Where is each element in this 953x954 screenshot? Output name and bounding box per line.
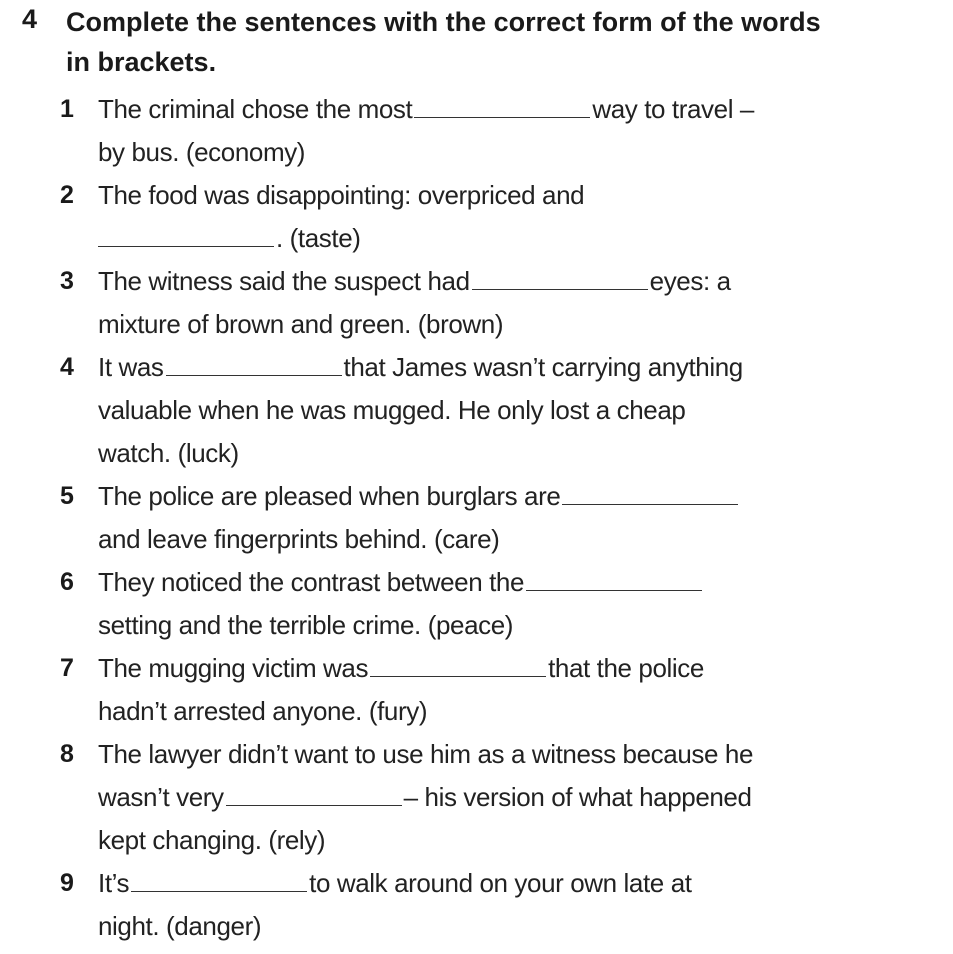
sentence-text: – his version of what happened	[403, 782, 752, 812]
item-number: 3	[60, 267, 74, 295]
sentence-text: and leave fingerprints behind. (care)	[98, 524, 500, 554]
item-number: 5	[60, 482, 74, 510]
sentence-text: that the police	[548, 653, 704, 683]
sentence-text: wasn’t very	[98, 782, 224, 812]
answer-blank[interactable]	[131, 869, 307, 892]
item-sentence	[98, 346, 898, 475]
sentence-text: setting and the terrible crime. (peace)	[98, 610, 514, 640]
sentence-text: hadn’t arrested anyone. (fury)	[98, 696, 428, 726]
answer-blank[interactable]	[526, 568, 702, 591]
sentence-text: valuable when he was mugged. He only lost a cheap	[98, 395, 686, 425]
sentence-text: way to travel –	[592, 94, 754, 124]
answer-blank[interactable]	[226, 783, 402, 806]
item-number: 2	[60, 181, 74, 209]
sentence-text: The mugging victim was	[98, 653, 369, 683]
sentence-text: eyes: a	[649, 266, 731, 296]
item-sentence	[98, 88, 898, 174]
item-number: 7	[60, 654, 74, 682]
item-sentence	[98, 647, 898, 733]
sentence-text: by bus. (economy)	[98, 137, 306, 167]
answer-blank[interactable]	[562, 482, 738, 505]
instructions-line-2: in brackets.	[66, 47, 217, 77]
exercise-number: 4	[22, 4, 38, 34]
sentence-text: . (taste)	[276, 223, 361, 253]
answer-blank[interactable]	[98, 224, 274, 247]
item-number: 9	[60, 869, 74, 897]
sentence-text: kept changing. (rely)	[98, 825, 326, 855]
sentence-text: It was	[98, 352, 164, 382]
sentence-text: The food was disappointing: overpriced and	[98, 180, 585, 210]
sentence-text: mixture of brown and green. (brown)	[98, 309, 504, 339]
answer-blank[interactable]	[370, 654, 546, 677]
sentence-text: that James wasn’t carrying anything	[343, 352, 743, 382]
item-sentence	[98, 862, 898, 948]
item-sentence	[98, 475, 898, 561]
sentence-text: The police are pleased when burglars are	[98, 481, 561, 511]
item-sentence	[98, 260, 898, 346]
exercise-instructions	[66, 2, 926, 82]
item-sentence	[98, 174, 898, 260]
instructions-line-1: Complete the sentences with the correct form of the words	[66, 7, 821, 37]
sentence-text: watch. (luck)	[98, 438, 239, 468]
answer-blank[interactable]	[166, 353, 342, 376]
answer-blank[interactable]	[472, 267, 648, 290]
item-number: 4	[60, 353, 74, 381]
sentence-text: The witness said the suspect had	[98, 266, 470, 296]
sentence-text: The criminal chose the most	[98, 94, 413, 124]
answer-blank[interactable]	[414, 95, 590, 118]
sentence-text: It’s	[98, 868, 130, 898]
sentence-text: night. (danger)	[98, 911, 262, 941]
item-number: 8	[60, 740, 74, 768]
sentence-text: to walk around on your own late at	[309, 868, 692, 898]
sentence-text: The lawyer didn’t want to use him as a witness because he	[98, 739, 754, 769]
item-number: 1	[60, 95, 74, 123]
item-sentence	[98, 561, 898, 647]
sentence-text: They noticed the contrast between the	[98, 567, 525, 597]
item-number: 6	[60, 568, 74, 596]
item-sentence	[98, 733, 898, 862]
